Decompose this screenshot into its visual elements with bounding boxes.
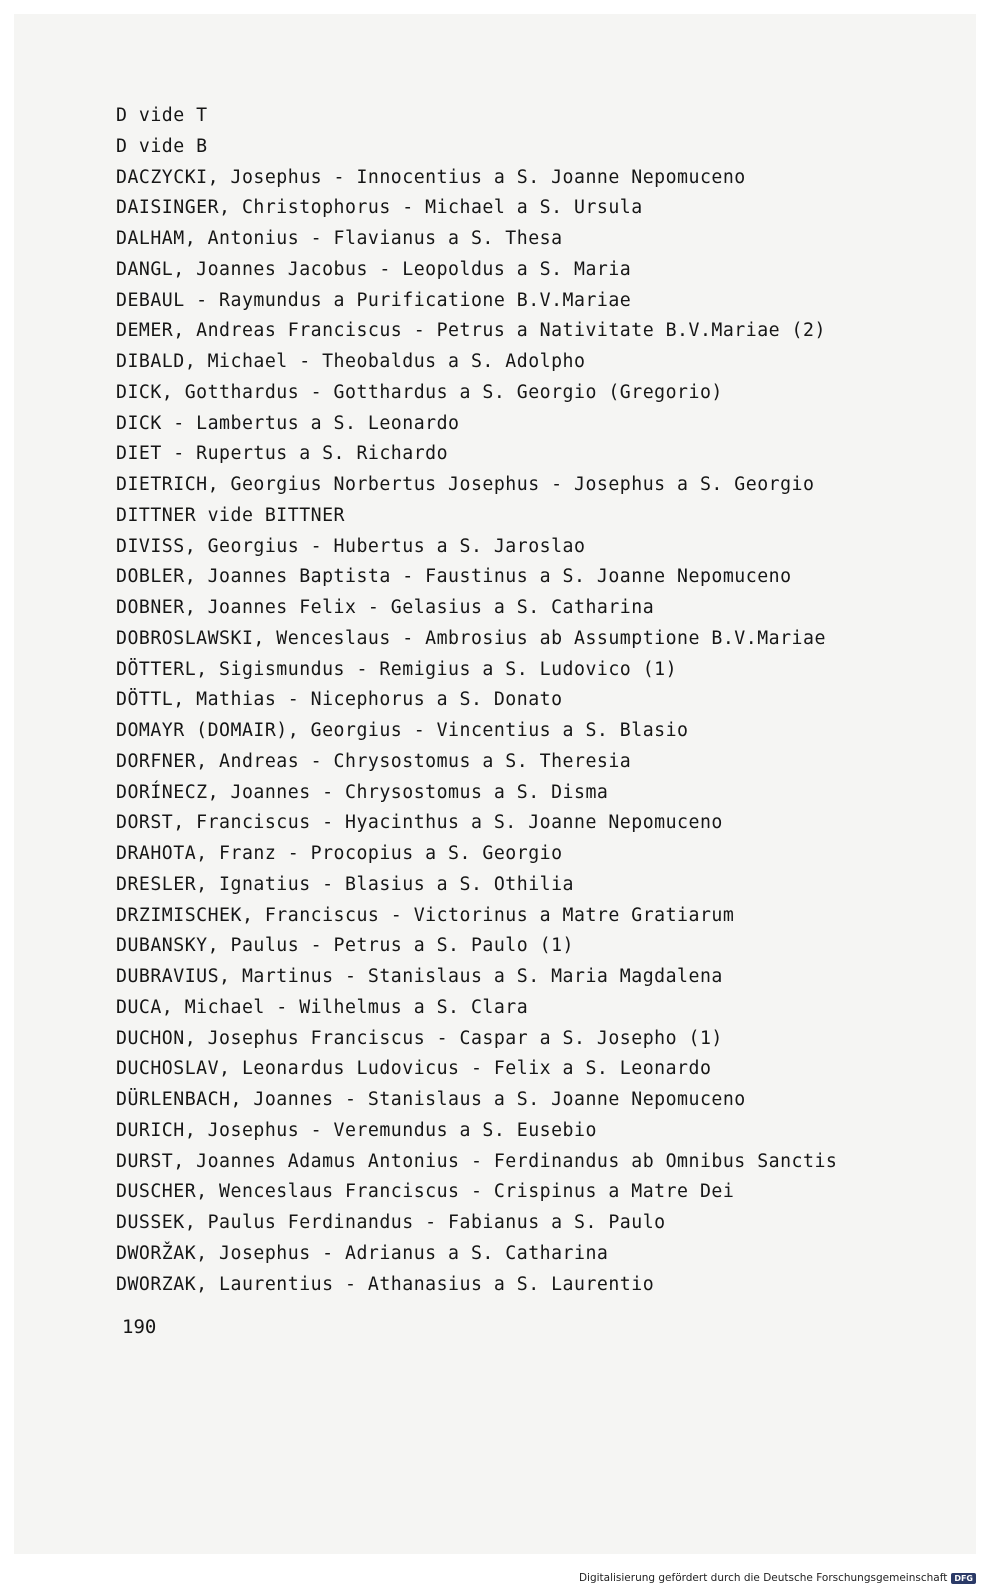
register-entry: DUCHON, Josephus Franciscus - Caspar a S. Josepho (1) bbox=[116, 1027, 723, 1049]
register-entry: DUBRAVIUS, Martinus - Stanislaus a S. Maria Magdalena bbox=[116, 966, 723, 987]
register-entry: DANGL, Joannes Jacobus - Leopoldus a S. Maria bbox=[116, 258, 632, 280]
register-entry: DORÍNECZ, Joannes - Chrysostomus a S. Disma bbox=[116, 781, 609, 803]
page-number: 190 bbox=[122, 1316, 157, 1338]
register-entry: DORST, Franciscus - Hyacinthus a S. Joanne Nepomuceno bbox=[116, 812, 723, 834]
register-entry: DUSCHER, Wenceslaus Franciscus - Crispinus a Matre Dei bbox=[116, 1181, 735, 1203]
register-entry: DUBANSKY, Paulus - Petrus a S. Paulo (1) bbox=[116, 935, 574, 957]
register-entry: DOBNER, Joannes Felix - Gelasius a S. Catharina bbox=[116, 597, 655, 618]
register-list bbox=[116, 101, 837, 1300]
register-entry: D vide B bbox=[116, 135, 208, 157]
register-entry: DUCHOSLAV, Leonardus Ludovicus - Felix a S. Leonardo bbox=[116, 1058, 712, 1080]
register-entry: DICK - Lambertus a S. Leonardo bbox=[116, 412, 460, 434]
register-entry: DRESLER, Ignatius - Blasius a S. Othilia bbox=[116, 873, 574, 895]
register-entry: DACZYCKI, Josephus - Innocentius a S. Joanne Nepomuceno bbox=[116, 166, 746, 188]
register-entry: DOMAYR (DOMAIR), Georgius - Vincentius a S. Blasio bbox=[116, 720, 689, 741]
register-entry: DICK, Gotthardus - Gotthardus a S. Georgio (Gregorio) bbox=[116, 381, 723, 403]
footer-text: Digitalisierung gefördert durch die Deutsche Forschungsgemeinschaft bbox=[578, 1572, 948, 1584]
register-entry: DWORZAK, Laurentius - Athanasius a S. Laurentio bbox=[116, 1273, 655, 1295]
register-entry: DIETRICH, Georgius Norbertus Josephus - Josephus a S. Georgio bbox=[116, 474, 815, 495]
register-entry: DRZIMISCHEK, Franciscus - Victorinus a Matre Gratiarum bbox=[116, 904, 735, 926]
register-entry: DIBALD, Michael - Theobaldus a S. Adolpho bbox=[116, 351, 586, 372]
digitization-footer bbox=[579, 1572, 976, 1584]
register-entry: DAISINGER, Christophorus - Michael a S. Ursula bbox=[116, 197, 643, 219]
register-entry: DÜRLENBACH, Joannes - Stanislaus a S. Joanne Nepomuceno bbox=[116, 1089, 746, 1110]
register-entry: DIET - Rupertus a S. Richardo bbox=[116, 443, 449, 465]
register-entry: DURST, Joannes Adamus Antonius - Ferdinandus ab Omnibus Sanctis bbox=[116, 1150, 838, 1172]
register-entry: DOBROSLAWSKI, Wenceslaus - Ambrosius ab Assumptione B.V.Mariae bbox=[116, 627, 826, 649]
dfg-logo-icon: DFG bbox=[951, 1573, 976, 1584]
register-entry: DURICH, Josephus - Veremundus a S. Eusebio bbox=[116, 1119, 597, 1141]
register-entry: DOBLER, Joannes Baptista - Faustinus a S. Joanne Nepomuceno bbox=[116, 566, 792, 588]
register-entry: D vide T bbox=[116, 105, 208, 126]
register-entry: DITTNER vide BITTNER bbox=[116, 504, 345, 526]
register-entry: DUSSEK, Paulus Ferdinandus - Fabianus a S. Paulo bbox=[116, 1212, 666, 1233]
register-entry: DEBAUL - Raymundus a Purificatione B.V.Mariae bbox=[116, 289, 632, 311]
register-entry: DEMER, Andreas Franciscus - Petrus a Nativitate B.V.Mariae (2) bbox=[116, 320, 826, 342]
register-entry: DWORŽAK, Josephus - Adrianus a S. Catharina bbox=[116, 1242, 609, 1264]
register-entry: DÖTTERL, Sigismundus - Remigius a S. Ludovico (1) bbox=[116, 658, 678, 680]
register-entry: DIVISS, Georgius - Hubertus a S. Jaroslao bbox=[116, 535, 586, 557]
register-entry: DUCA, Michael - Wilhelmus a S. Clara bbox=[116, 996, 529, 1018]
register-entry: DÖTTL, Mathias - Nicephorus a S. Donato bbox=[116, 689, 563, 711]
register-entry: DRAHOTA, Franz - Procopius a S. Georgio bbox=[116, 843, 563, 864]
register-entry: DALHAM, Antonius - Flavianus a S. Thesa bbox=[116, 228, 563, 249]
register-entry: DORFNER, Andreas - Chrysostomus a S. Theresia bbox=[116, 750, 632, 772]
